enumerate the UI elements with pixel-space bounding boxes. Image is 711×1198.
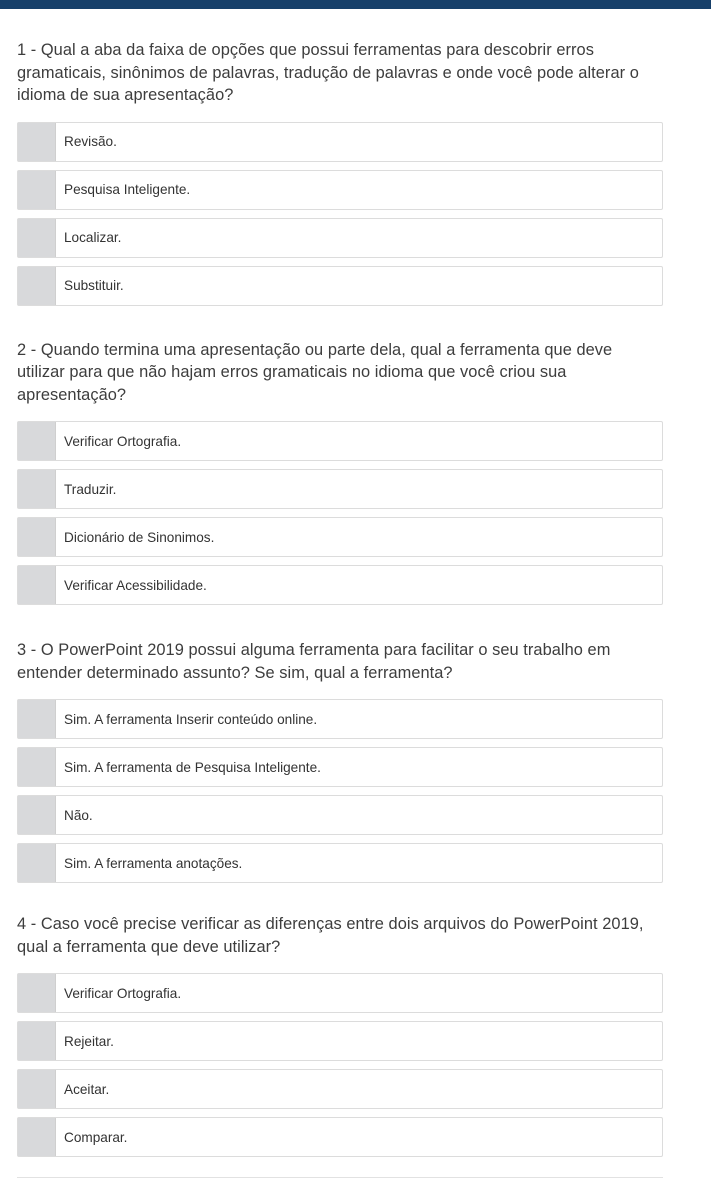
option-label: Sim. A ferramenta Inserir conteúdo online. <box>64 711 318 727</box>
question-text: 2 - Quando termina uma apresentação ou parte dela, qual a ferramenta que deve utilizar para que não hajam erros gramaticais no idioma que você criou sua apresentação? <box>17 340 613 404</box>
question-2 <box>17 339 663 606</box>
option-marker[interactable] <box>18 748 56 786</box>
option-label: Não. <box>64 807 93 823</box>
option-label: Verificar Ortografia. <box>64 985 182 1001</box>
answer-option[interactable] <box>17 170 663 210</box>
question-text: 3 - O PowerPoint 2019 possui alguma ferramenta para facilitar o seu trabalho em entender determinado assunto? Se sim, qual a ferramenta? <box>17 641 611 682</box>
option-marker[interactable] <box>18 422 56 460</box>
option-marker[interactable] <box>18 566 56 604</box>
answer-option[interactable] <box>17 1117 663 1157</box>
answer-option[interactable] <box>17 1069 663 1109</box>
answer-option[interactable] <box>17 517 663 557</box>
question-text: 4 - Caso você precise verificar as diferenças entre dois arquivos do PowerPoint 2019, qual a ferramenta que deve utilizar? <box>17 915 644 956</box>
answer-option[interactable] <box>17 218 663 258</box>
option-marker[interactable] <box>18 1070 56 1108</box>
option-label: Comparar. <box>64 1129 128 1145</box>
option-label: Substituir. <box>64 278 124 293</box>
option-marker[interactable] <box>18 1022 56 1060</box>
answer-option[interactable] <box>17 973 663 1013</box>
answer-option[interactable] <box>17 699 663 739</box>
option-marker[interactable] <box>18 267 56 305</box>
option-marker[interactable] <box>18 974 56 1012</box>
option-marker[interactable] <box>18 470 56 508</box>
option-marker[interactable] <box>18 219 56 257</box>
answer-option[interactable] <box>17 1021 663 1061</box>
option-label: Verificar Ortografia. <box>64 433 182 449</box>
option-marker[interactable] <box>18 844 56 882</box>
option-label: Rejeitar. <box>64 1033 114 1049</box>
top-header-bar <box>0 0 711 9</box>
option-label: Aceitar. <box>64 1081 110 1097</box>
question-3 <box>17 639 663 883</box>
option-label: Localizar. <box>64 230 122 245</box>
answer-option[interactable] <box>17 469 663 509</box>
answer-option[interactable] <box>17 795 663 835</box>
answer-option[interactable] <box>17 843 663 883</box>
option-marker[interactable] <box>18 518 56 556</box>
option-label: Sim. A ferramenta de Pesquisa Inteligente. <box>64 759 321 775</box>
option-label: Dicionário de Sinonimos. <box>64 529 215 545</box>
option-label: Traduzir. <box>64 481 117 497</box>
bottom-divider <box>17 1177 663 1178</box>
question-4 <box>17 913 663 1157</box>
question-text: 1 - Qual a aba da faixa de opções que possui ferramentas para descobrir erros gramaticais, sinônimos de palavras, tradução de palavras e onde você pode alterar o idioma de sua apresentação? <box>17 41 639 104</box>
answer-option[interactable] <box>17 266 663 306</box>
quiz-content <box>17 39 663 1188</box>
option-marker[interactable] <box>18 1118 56 1156</box>
option-marker[interactable] <box>18 171 56 209</box>
option-label: Pesquisa Inteligente. <box>64 182 191 197</box>
option-label: Sim. A ferramenta anotações. <box>64 855 243 871</box>
answer-option[interactable] <box>17 421 663 461</box>
option-label: Verificar Acessibilidade. <box>64 577 207 593</box>
answer-option[interactable] <box>17 122 663 162</box>
answer-option[interactable] <box>17 565 663 605</box>
option-marker[interactable] <box>18 700 56 738</box>
option-marker[interactable] <box>18 796 56 834</box>
question-1 <box>17 39 663 306</box>
option-label: Revisão. <box>64 134 117 149</box>
option-marker[interactable] <box>18 123 56 161</box>
answer-option[interactable] <box>17 747 663 787</box>
